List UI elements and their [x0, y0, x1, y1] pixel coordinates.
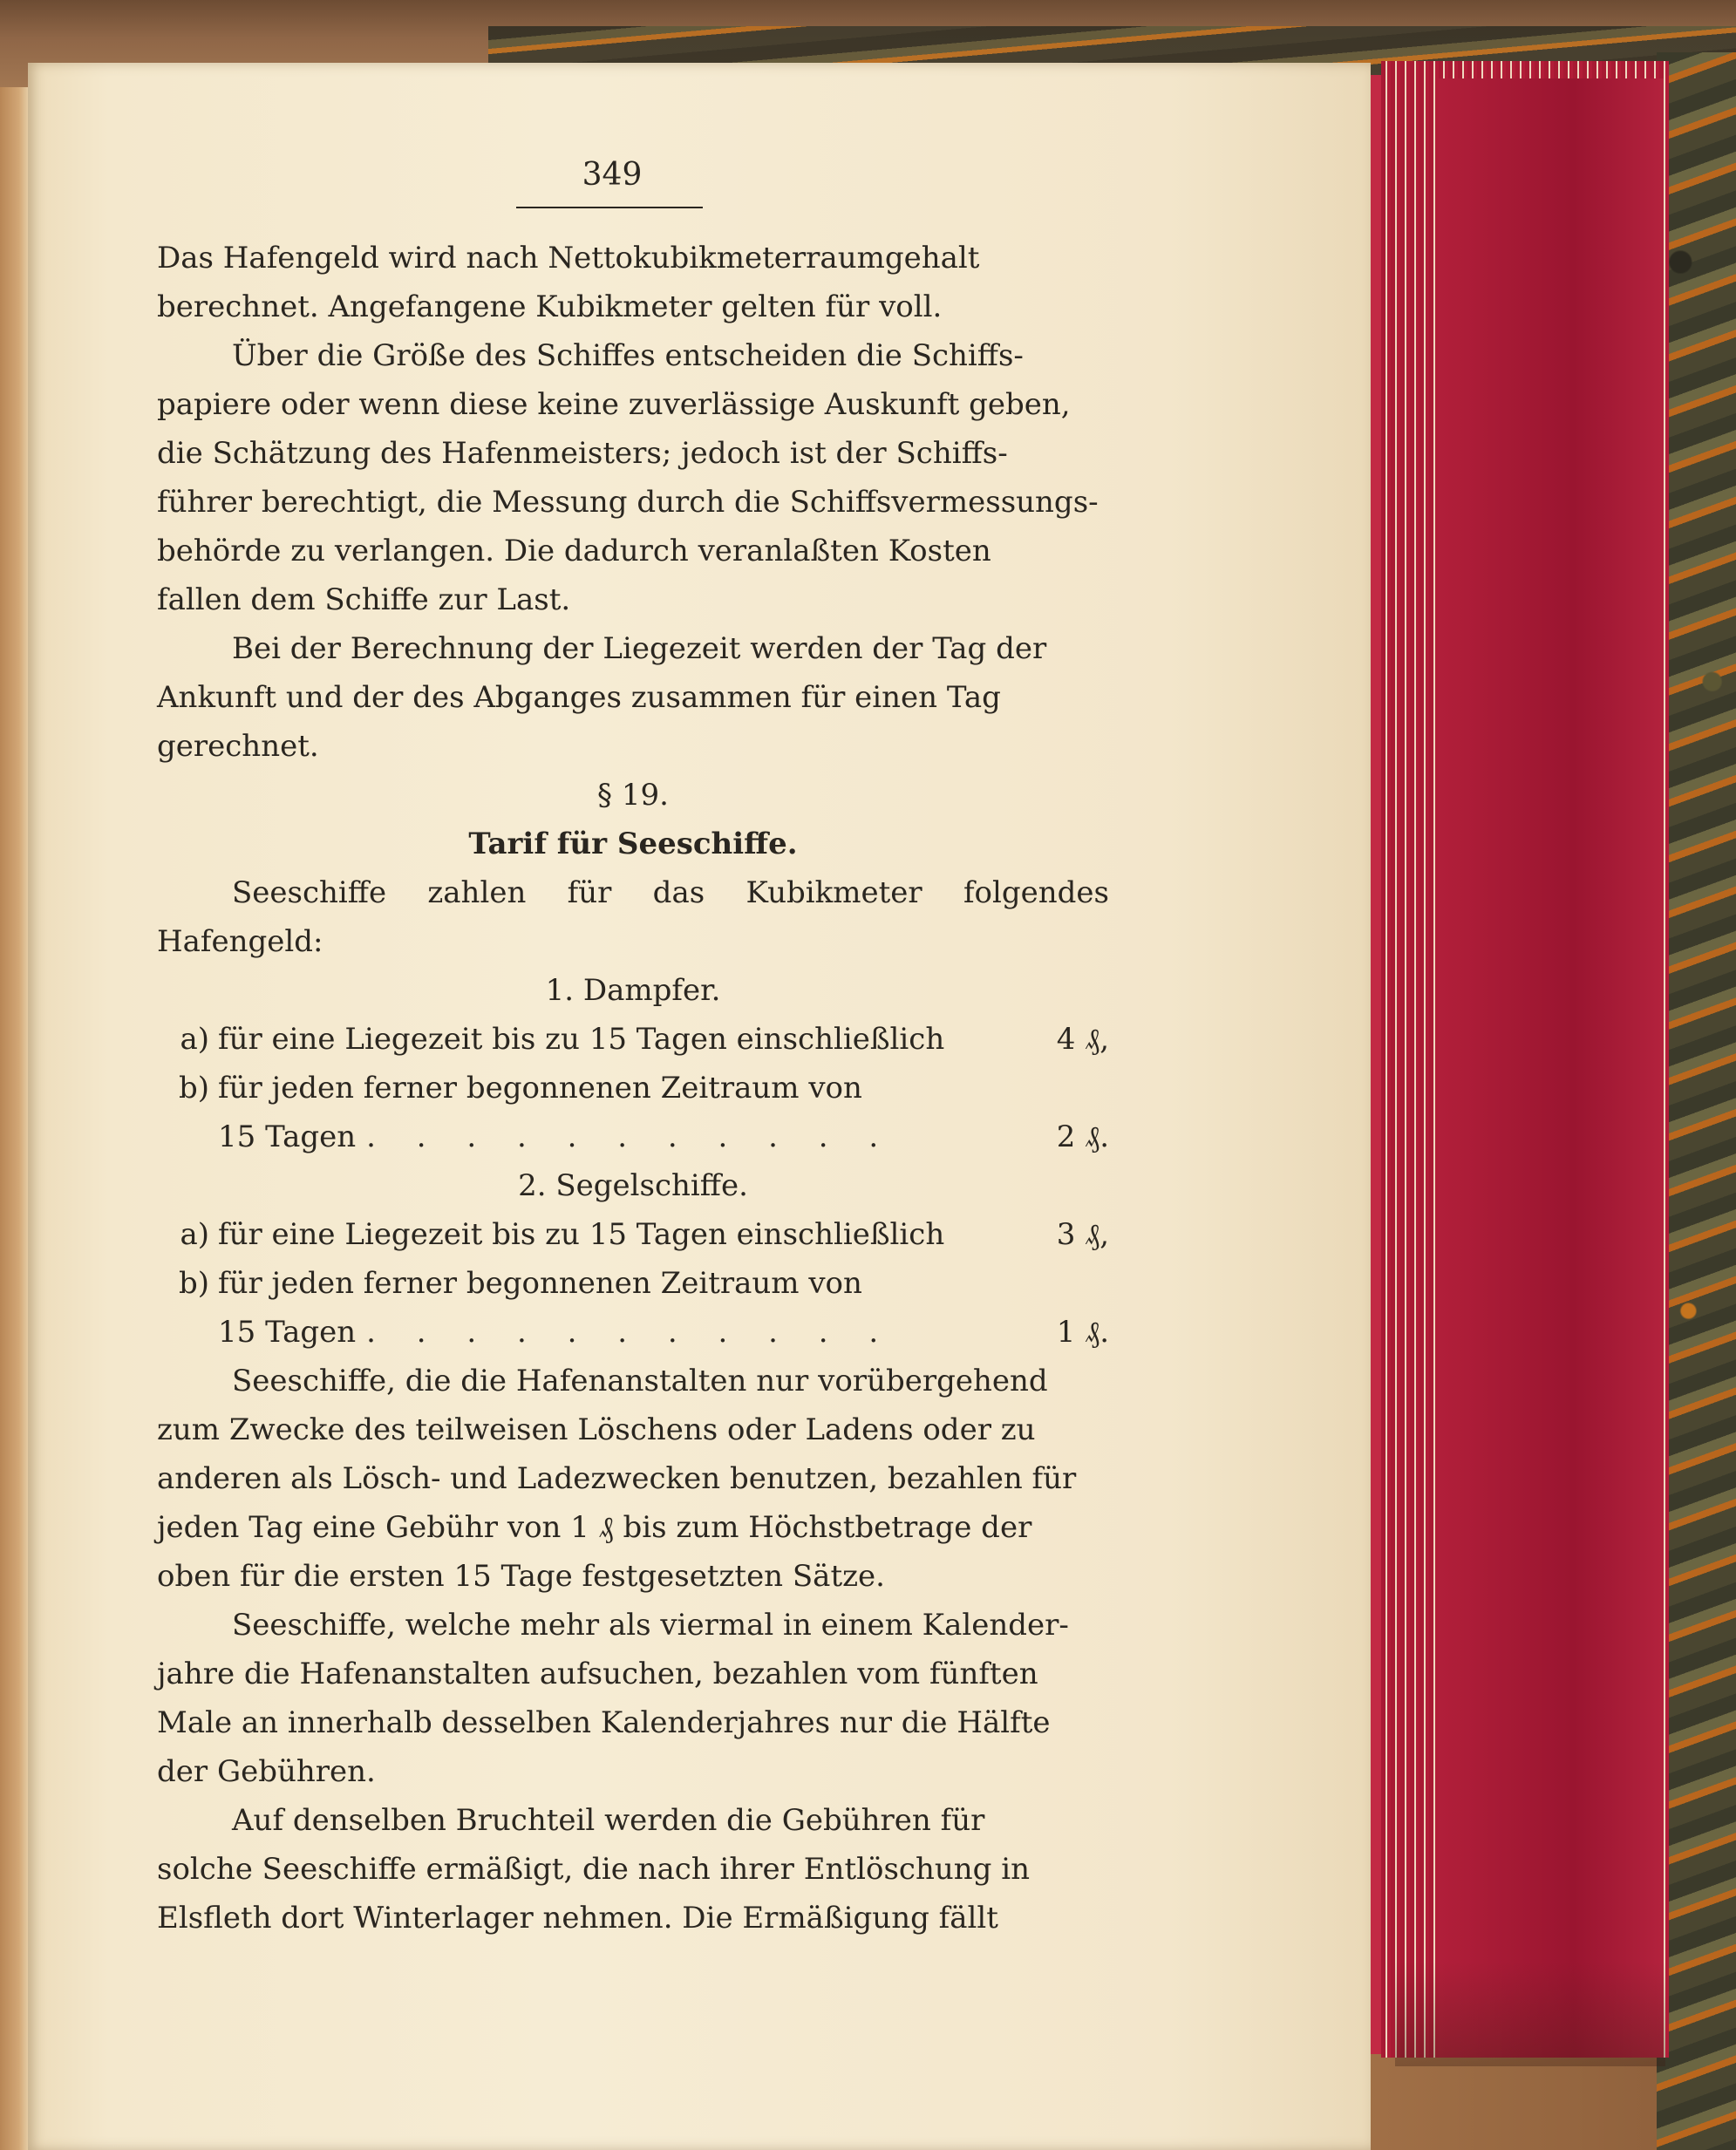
paragraph-3 [157, 624, 1109, 771]
tariff-row [157, 1064, 1109, 1112]
item-text: für jeden ferner begonnenen Zeitraum von [218, 1266, 862, 1301]
text-line: jeden Tag eine Gebühr von 1 ₰ bis zum Höchstbetrage der [157, 1510, 1032, 1545]
red-page-edges-deep [1439, 78, 1664, 2058]
item-text: 15 Tagen [218, 1315, 357, 1350]
item-text: für jeden ferner begonnenen Zeitraum von [218, 1071, 862, 1106]
item-label: a) [180, 1022, 209, 1057]
text-line: Ankunft und der des Abganges zusammen für einen Tag [157, 680, 1001, 715]
paragraph-4 [157, 1357, 1109, 1601]
tariff-row [157, 1015, 1109, 1064]
item-amount: 2 ₰. [1056, 1119, 1109, 1154]
item-label: b) [178, 1266, 209, 1301]
text-line: Bei der Berechnung der Liegezeit werden der Tag der [232, 631, 1047, 666]
text-line: solche Seeschiffe ermäßigt, die nach ihrer Entlöschung in [157, 1852, 1030, 1887]
leader-dots: . . . . . . . . . . . [366, 1119, 895, 1154]
paragraph-5 [157, 1601, 1109, 1796]
item-text: für eine Liegezeit bis zu 15 Tagen einschließlich [218, 1022, 945, 1057]
text-line: behörde zu verlangen. Die dadurch veranlaßten Kosten [157, 534, 991, 568]
text-line: Elsfleth dort Winterlager nehmen. Die Ermäßigung fällt [157, 1901, 998, 1936]
item-amount: 1 ₰. [1056, 1315, 1109, 1350]
text-line: Über die Größe des Schiffes entscheiden die Schiffs- [232, 338, 1024, 373]
text-line: Seeschiffe, die die Hafenanstalten nur vorübergehend [232, 1364, 1048, 1398]
tariff-row [157, 1259, 1109, 1308]
paragraph-1 [157, 234, 1109, 331]
text-line: papiere oder wenn diese keine zuverlässige Auskunft geben, [157, 387, 1071, 422]
tariff-heading-steamers: 1. Dampfer. [545, 973, 721, 1008]
page-block-shadow [1395, 1962, 1665, 2066]
text-line: Auf denselben Bruchteil werden die Gebühren für [232, 1803, 985, 1838]
book-spine [0, 87, 31, 2150]
tariff-intro: Seeschiffe zahlen für das Kubikmeter folgendes Hafengeld: [157, 875, 1109, 959]
text-line: oben für die ersten 15 Tage festgesetzten Sätze. [157, 1559, 885, 1594]
text-line: berechnet. Angefangene Kubikmeter gelten für voll. [157, 289, 943, 324]
tariff-heading-sailing-ships: 2. Segelschiffe. [518, 1168, 748, 1203]
section-title: Tarif für Seeschiffe. [468, 827, 798, 861]
section-number: § 19. [597, 778, 669, 813]
text-line: führer berechtigt, die Messung durch die Schiffsvermessungs- [157, 485, 1099, 520]
item-label: a) [180, 1217, 209, 1252]
text-line: zum Zwecke des teilweisen Löschens oder Ladens oder zu [157, 1412, 1036, 1447]
text-line: gerechnet. [157, 729, 319, 764]
item-text: für eine Liegezeit bis zu 15 Tagen einschließlich [218, 1217, 945, 1252]
tariff-row-continued [157, 1308, 1109, 1357]
text-line: jahre die Hafenanstalten aufsuchen, bezahlen vom fünften [157, 1657, 1038, 1691]
item-amount: 4 ₰, [1056, 1022, 1109, 1057]
page-number: 349 [582, 157, 643, 193]
leader-dots: . . . . . . . . . . . [366, 1315, 895, 1350]
item-text: 15 Tagen [218, 1119, 357, 1154]
text-line: fallen dem Schiffe zur Last. [157, 582, 571, 617]
text-line: Seeschiffe, welche mehr als viermal in einem Kalender- [232, 1608, 1069, 1643]
page-number-rule [516, 207, 703, 208]
text-line: Das Hafengeld wird nach Nettokubikmeterraumgehalt [157, 241, 980, 276]
tariff-row-continued [157, 1112, 1109, 1161]
paragraph-6 [157, 1796, 1109, 1942]
text-line: anderen als Lösch- und Ladezwecken benutzen, bezahlen für [157, 1461, 1077, 1496]
text-line: der Gebühren. [157, 1754, 376, 1789]
item-label: b) [178, 1071, 209, 1106]
item-amount: 3 ₰, [1056, 1217, 1109, 1252]
text-line: Male an innerhalb desselben Kalenderjahres nur die Hälfte [157, 1705, 1051, 1740]
text-line: die Schätzung des Hafenmeisters; jedoch ist der Schiffs- [157, 436, 1008, 471]
tariff-row [157, 1210, 1109, 1259]
page-text [157, 234, 1109, 1942]
paragraph-2 [157, 331, 1109, 624]
